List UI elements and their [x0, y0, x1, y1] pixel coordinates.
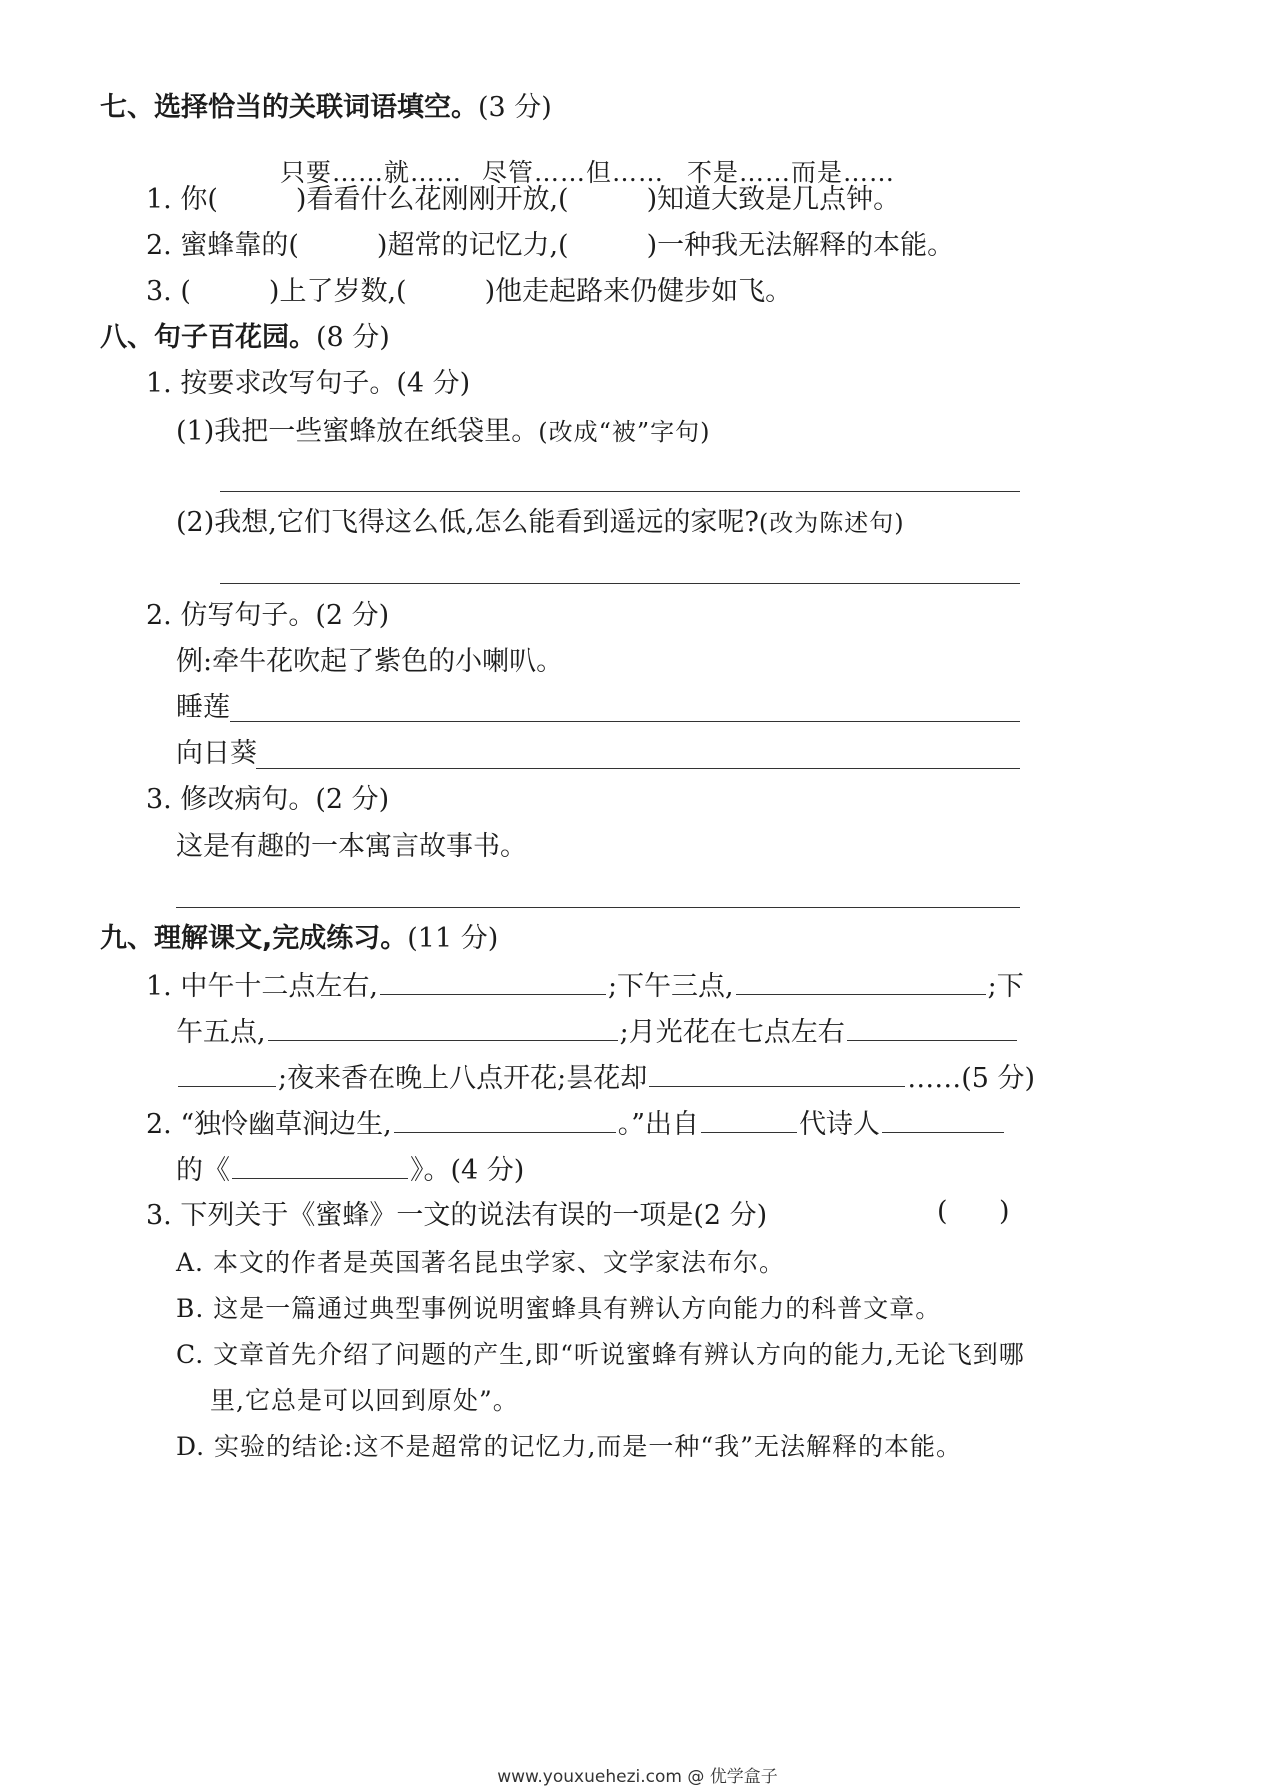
question-number: 3. — [146, 276, 172, 307]
imitation-prompt-1: 睡莲 — [176, 692, 230, 723]
answer-line[interactable] — [256, 768, 1020, 769]
section-8-score: (8 分) — [316, 322, 390, 353]
answer-blank[interactable] — [701, 1104, 797, 1133]
instruction-hint: (改成“被”字句) — [538, 418, 711, 446]
example-sentence: 例:牵牛花吹起了紫色的小喇叭。 — [176, 646, 564, 677]
answer-blank[interactable] — [394, 1104, 616, 1133]
choice-b: B. 这是一篇通过典型事例说明蜜蜂具有辨认方向能力的科普文章。 — [176, 1294, 942, 1323]
question-number: 2. — [146, 600, 172, 631]
conjunction-option-2: 尽管……但…… — [482, 158, 665, 187]
question-number: 3. — [146, 1200, 172, 1231]
instruction-hint: (改为陈述句) — [758, 509, 905, 537]
s7-question-3: 3. ( )上了岁数,( )他走起路来仍健步如飞。 — [146, 276, 793, 307]
question-number: 1. — [146, 368, 172, 399]
choice-a: A. 本文的作者是英国著名昆虫学家、文学家法布尔。 — [176, 1248, 785, 1277]
answer-blank[interactable] — [847, 1012, 1017, 1041]
answer-bracket[interactable]: ( ) — [937, 1196, 1010, 1227]
s8-question-1: 1. 按要求改写句子。(4 分) — [146, 368, 471, 399]
imitation-prompt-2: 向日葵 — [176, 738, 257, 769]
s8-question-2: 2. 仿写句子。(2 分) — [146, 600, 390, 631]
s7-question-2: 2. 蜜蜂靠的( )超常的记忆力,( )一种我无法解释的本能。 — [146, 230, 955, 261]
answer-blank[interactable] — [380, 966, 606, 995]
section-7-heading — [100, 88, 552, 128]
footer-watermark: www.youxuehezi.com @ 优学盒子 — [497, 1767, 778, 1787]
answer-blank[interactable] — [736, 966, 986, 995]
choice-d: D. 实验的结论:这不是超常的记忆力,而是一种“我”无法解释的本能。 — [176, 1432, 962, 1461]
answer-blank[interactable] — [649, 1058, 905, 1087]
section-9-title: 九、理解课文,完成练习。 — [100, 923, 408, 954]
conjunction-option-3: 不是……而是…… — [687, 158, 896, 187]
answer-line[interactable] — [230, 721, 1020, 722]
question-number: 2. — [146, 230, 172, 261]
choice-c: C. 文章首先介绍了问题的产生,即“听说蜜蜂有辨认方向的能力,无论飞到哪 — [176, 1340, 1025, 1369]
s9-question-1-line-2: 午五点, ;月光花在七点左右 — [176, 1012, 1019, 1053]
s8-q1-part-2: (2)我想,它们飞得这么低,怎么能看到遥远的家呢?(改为陈述句) — [176, 507, 905, 538]
s9-question-3: 3. 下列关于《蜜蜂》一文的说法有误的一项是(2 分) — [146, 1200, 768, 1231]
s9-question-2-line-1: 2. “独怜幽草涧边生, 。”出自 代诗人 — [146, 1104, 1006, 1145]
answer-line[interactable] — [220, 583, 1020, 584]
answer-blank[interactable] — [268, 1012, 618, 1041]
section-9-heading — [100, 919, 498, 959]
s9-question-1-line-1: 1. 中午十二点左右, ;下午三点, ;下 — [146, 966, 1024, 1007]
answer-blank[interactable] — [178, 1058, 276, 1087]
question-number: 1. — [146, 971, 172, 1002]
answer-blank[interactable] — [232, 1150, 408, 1179]
faulty-sentence: 这是有趣的一本寓言故事书。 — [176, 831, 527, 862]
s9-question-2-line-2: 的《 》。(4 分) — [176, 1150, 524, 1191]
s8-q1-part-1: (1)我把一些蜜蜂放在纸袋里。(改成“被”字句) — [176, 416, 711, 447]
question-number: 1. — [146, 184, 172, 215]
question-number: 3. — [146, 784, 172, 815]
section-8-title: 八、句子百花园。 — [100, 322, 316, 353]
answer-line[interactable] — [176, 907, 1020, 908]
choice-c-continued: 里,它总是可以回到原处”。 — [210, 1386, 519, 1415]
section-8-heading — [100, 318, 390, 358]
s8-question-3: 3. 修改病句。(2 分) — [146, 784, 390, 815]
answer-line[interactable] — [220, 491, 1020, 492]
s9-question-1-line-3: ;夜来香在晚上八点开花;昙花却 ……(5 分) — [176, 1058, 1035, 1099]
section-9-score: (11 分) — [407, 923, 499, 954]
section-7-title: 七、选择恰当的关联词语填空。 — [100, 92, 478, 123]
conjunction-option-1: 只要……就…… — [280, 158, 463, 187]
s7-question-1: 1. 你( )看看什么花刚刚开放,( )知道大致是几点钟。 — [146, 184, 901, 215]
answer-blank[interactable] — [882, 1104, 1004, 1133]
section-7-score: (3 分) — [478, 92, 552, 123]
question-number: 2. — [146, 1109, 172, 1140]
